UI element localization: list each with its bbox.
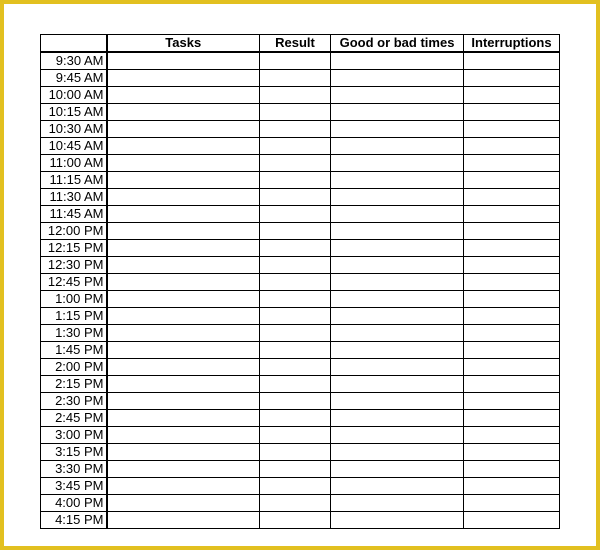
result-cell[interactable] [260, 70, 331, 87]
table-row [41, 274, 560, 291]
result-cell[interactable] [260, 308, 331, 325]
header-good-or-bad-times: Good or bad times [331, 35, 464, 53]
good-or-bad-times-cell[interactable] [331, 325, 464, 342]
result-cell[interactable] [260, 240, 331, 257]
result-cell[interactable] [260, 461, 331, 478]
time-slot-label: 12:15 PM [41, 240, 107, 257]
tasks-cell[interactable] [107, 308, 260, 325]
interruptions-cell[interactable] [464, 342, 560, 359]
time-slot-label: 10:00 AM [41, 87, 107, 104]
result-cell[interactable] [260, 444, 331, 461]
result-cell[interactable] [260, 427, 331, 444]
interruptions-cell[interactable] [464, 172, 560, 189]
tasks-cell[interactable] [107, 104, 260, 121]
table-row [41, 223, 560, 240]
table-row [41, 359, 560, 376]
result-cell[interactable] [260, 206, 331, 223]
interruptions-cell[interactable] [464, 427, 560, 444]
tasks-cell[interactable] [107, 478, 260, 495]
time-slot-label: 2:15 PM [41, 376, 107, 393]
time-slot-label: 11:15 AM [41, 172, 107, 189]
tasks-cell[interactable] [107, 172, 260, 189]
interruptions-cell[interactable] [464, 189, 560, 206]
table-row [41, 121, 560, 138]
time-slot-label: 1:15 PM [41, 308, 107, 325]
time-slot-label: 11:45 AM [41, 206, 107, 223]
tasks-cell[interactable] [107, 410, 260, 427]
good-or-bad-times-cell[interactable] [331, 87, 464, 104]
interruptions-cell[interactable] [464, 478, 560, 495]
table-row [41, 70, 560, 87]
tasks-cell[interactable] [107, 257, 260, 274]
table-row [41, 376, 560, 393]
result-cell[interactable] [260, 223, 331, 240]
good-or-bad-times-cell[interactable] [331, 155, 464, 172]
interruptions-cell[interactable] [464, 512, 560, 529]
result-cell[interactable] [260, 410, 331, 427]
tasks-cell[interactable] [107, 240, 260, 257]
time-slot-label: 2:45 PM [41, 410, 107, 427]
interruptions-cell[interactable] [464, 461, 560, 478]
interruptions-cell[interactable] [464, 257, 560, 274]
interruptions-cell[interactable] [464, 291, 560, 308]
result-cell[interactable] [260, 257, 331, 274]
tasks-cell[interactable] [107, 138, 260, 155]
table-row [41, 87, 560, 104]
result-cell[interactable] [260, 87, 331, 104]
interruptions-cell[interactable] [464, 240, 560, 257]
time-slot-label: 2:30 PM [41, 393, 107, 410]
table-row [41, 172, 560, 189]
interruptions-cell[interactable] [464, 138, 560, 155]
table-row [41, 478, 560, 495]
result-cell[interactable] [260, 376, 331, 393]
good-or-bad-times-cell[interactable] [331, 223, 464, 240]
table-row [41, 342, 560, 359]
time-slot-label: 10:15 AM [41, 104, 107, 121]
result-cell[interactable] [260, 189, 331, 206]
time-slot-label: 10:30 AM [41, 121, 107, 138]
table-row [41, 104, 560, 121]
time-slot-label: 2:00 PM [41, 359, 107, 376]
time-slot-label: 1:30 PM [41, 325, 107, 342]
time-slot-label: 4:00 PM [41, 495, 107, 512]
good-or-bad-times-cell[interactable] [331, 52, 464, 70]
time-slot-label: 12:45 PM [41, 274, 107, 291]
result-cell[interactable] [260, 291, 331, 308]
interruptions-cell[interactable] [464, 52, 560, 70]
table-row [41, 410, 560, 427]
interruptions-cell[interactable] [464, 206, 560, 223]
schedule-body [41, 52, 560, 529]
good-or-bad-times-cell[interactable] [331, 189, 464, 206]
time-slot-label: 11:30 AM [41, 189, 107, 206]
time-slot-label: 4:15 PM [41, 512, 107, 529]
tasks-cell[interactable] [107, 87, 260, 104]
tasks-cell[interactable] [107, 121, 260, 138]
interruptions-cell[interactable] [464, 223, 560, 240]
tasks-cell[interactable] [107, 342, 260, 359]
header-time [41, 35, 107, 53]
good-or-bad-times-cell[interactable] [331, 206, 464, 223]
time-slot-label: 9:30 AM [41, 52, 107, 70]
interruptions-cell[interactable] [464, 104, 560, 121]
good-or-bad-times-cell[interactable] [331, 342, 464, 359]
good-or-bad-times-cell[interactable] [331, 104, 464, 121]
header-tasks: Tasks [107, 35, 260, 53]
tasks-cell[interactable] [107, 189, 260, 206]
good-or-bad-times-cell[interactable] [331, 512, 464, 529]
interruptions-cell[interactable] [464, 495, 560, 512]
interruptions-cell[interactable] [464, 376, 560, 393]
result-cell[interactable] [260, 359, 331, 376]
table-row [41, 495, 560, 512]
interruptions-cell[interactable] [464, 121, 560, 138]
good-or-bad-times-cell[interactable] [331, 461, 464, 478]
table-row [41, 325, 560, 342]
good-or-bad-times-cell[interactable] [331, 393, 464, 410]
table-row [41, 444, 560, 461]
result-cell[interactable] [260, 155, 331, 172]
result-cell[interactable] [260, 138, 331, 155]
good-or-bad-times-cell[interactable] [331, 495, 464, 512]
good-or-bad-times-cell[interactable] [331, 172, 464, 189]
good-or-bad-times-cell[interactable] [331, 257, 464, 274]
good-or-bad-times-cell[interactable] [331, 240, 464, 257]
good-or-bad-times-cell[interactable] [331, 138, 464, 155]
result-cell[interactable] [260, 274, 331, 291]
table-row [41, 512, 560, 529]
header-result: Result [260, 35, 331, 53]
good-or-bad-times-cell[interactable] [331, 121, 464, 138]
result-cell[interactable] [260, 104, 331, 121]
good-or-bad-times-cell[interactable] [331, 376, 464, 393]
good-or-bad-times-cell[interactable] [331, 410, 464, 427]
interruptions-cell[interactable] [464, 393, 560, 410]
time-slot-label: 10:45 AM [41, 138, 107, 155]
table-row [41, 206, 560, 223]
good-or-bad-times-cell[interactable] [331, 308, 464, 325]
tasks-cell[interactable] [107, 325, 260, 342]
tasks-cell[interactable] [107, 495, 260, 512]
table-row [41, 427, 560, 444]
table-row [41, 155, 560, 172]
good-or-bad-times-cell[interactable] [331, 274, 464, 291]
tasks-cell[interactable] [107, 444, 260, 461]
tasks-cell[interactable] [107, 393, 260, 410]
tasks-cell[interactable] [107, 291, 260, 308]
tasks-cell[interactable] [107, 359, 260, 376]
table-row [41, 461, 560, 478]
interruptions-cell[interactable] [464, 70, 560, 87]
interruptions-cell[interactable] [464, 87, 560, 104]
table-row [41, 52, 560, 70]
table-row [41, 257, 560, 274]
good-or-bad-times-cell[interactable] [331, 359, 464, 376]
interruptions-cell[interactable] [464, 274, 560, 291]
interruptions-cell[interactable] [464, 325, 560, 342]
tasks-cell[interactable] [107, 155, 260, 172]
interruptions-cell[interactable] [464, 155, 560, 172]
time-slot-label: 3:30 PM [41, 461, 107, 478]
tasks-cell[interactable] [107, 52, 260, 70]
result-cell[interactable] [260, 512, 331, 529]
tasks-cell[interactable] [107, 376, 260, 393]
table-row [41, 393, 560, 410]
time-slot-label: 3:00 PM [41, 427, 107, 444]
good-or-bad-times-cell[interactable] [331, 427, 464, 444]
result-cell[interactable] [260, 478, 331, 495]
tasks-cell[interactable] [107, 461, 260, 478]
tasks-cell[interactable] [107, 206, 260, 223]
interruptions-cell[interactable] [464, 410, 560, 427]
time-slot-label: 12:00 PM [41, 223, 107, 240]
result-cell[interactable] [260, 495, 331, 512]
result-cell[interactable] [260, 325, 331, 342]
table-row [41, 189, 560, 206]
time-slot-label: 3:15 PM [41, 444, 107, 461]
time-slot-label: 3:45 PM [41, 478, 107, 495]
good-or-bad-times-cell[interactable] [331, 291, 464, 308]
tasks-cell[interactable] [107, 427, 260, 444]
result-cell[interactable] [260, 393, 331, 410]
good-or-bad-times-cell[interactable] [331, 444, 464, 461]
tasks-cell[interactable] [107, 512, 260, 529]
good-or-bad-times-cell[interactable] [331, 70, 464, 87]
tasks-cell[interactable] [107, 223, 260, 240]
good-or-bad-times-cell[interactable] [331, 478, 464, 495]
interruptions-cell[interactable] [464, 308, 560, 325]
result-cell[interactable] [260, 52, 331, 70]
table-row [41, 308, 560, 325]
table-row [41, 240, 560, 257]
time-slot-label: 12:30 PM [41, 257, 107, 274]
time-slot-label: 11:00 AM [41, 155, 107, 172]
table-row [41, 291, 560, 308]
result-cell[interactable] [260, 172, 331, 189]
time-slot-label: 1:00 PM [41, 291, 107, 308]
tasks-cell[interactable] [107, 70, 260, 87]
time-slot-label: 1:45 PM [41, 342, 107, 359]
header-row [41, 35, 560, 53]
result-cell[interactable] [260, 121, 331, 138]
table-row [41, 138, 560, 155]
interruptions-cell[interactable] [464, 444, 560, 461]
time-slot-label: 9:45 AM [41, 70, 107, 87]
schedule-table [40, 34, 560, 529]
header-interruptions: Interruptions [464, 35, 560, 53]
interruptions-cell[interactable] [464, 359, 560, 376]
result-cell[interactable] [260, 342, 331, 359]
tasks-cell[interactable] [107, 274, 260, 291]
